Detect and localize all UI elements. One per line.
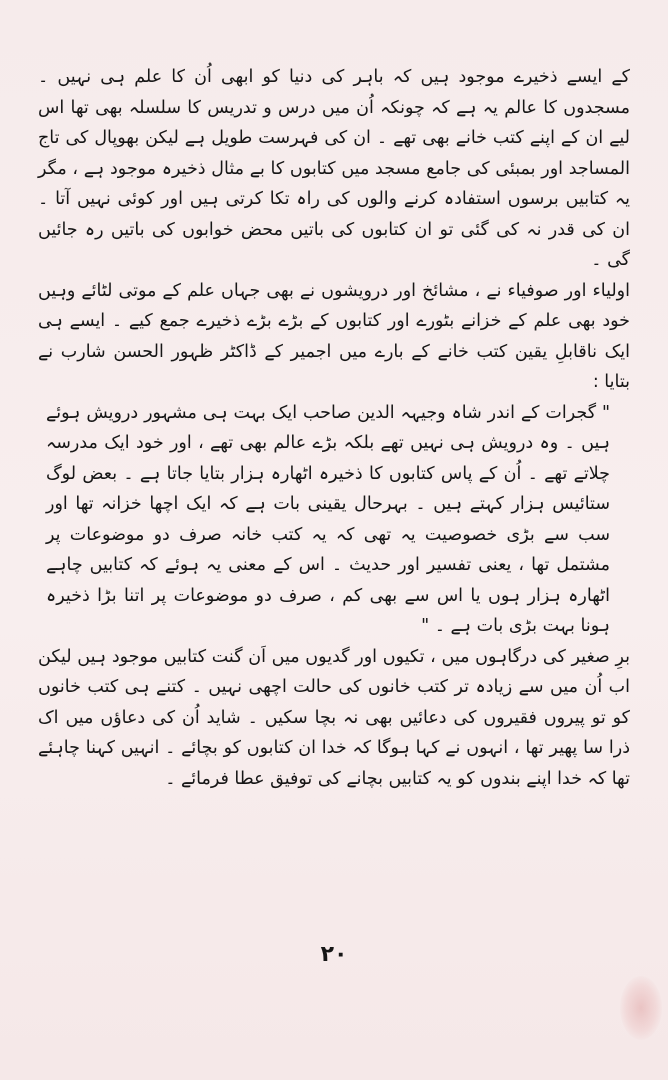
block-quote: " گجرات کے اندر شاہ وجیہہ الدین صاحب ایک بہت ہی مشہور درویش ہوئے ہیں ۔ وہ درویش ہی نہیں تھے بلکہ بڑے عالم بھی تھے ، اور خود ایک مدرسہ چلاتے تھے ۔ اُن کے پاس کتابوں کا ذخیرہ اٹھارہ ہزار بتایا جاتا ہے ۔ بعض لوگ ستائیس ہزار کہتے ہیں ۔ بہرحال یقینی بات ہے کہ ایک اچھا خزانہ تھا اور سب سے بڑی خصوصیت یہ تھی کہ یہ کتب خانہ صرف دو موضوعات پر مشتمل تھا ، یعنی تفسیر اور حدیث ۔ اس کے معنی یہ ہوئے کہ کتابیں چاہے اٹھارہ ہزار ہوں یا اس سے بھی کم ، صرف دو موضوعات پر اتنا بڑا ذخیرہ ہونا بہت بڑی بات ہے ۔ " — [46, 402, 610, 636]
paragraph-3: برِ صغیر کی درگاہوں میں ، تکیوں اور گدیوں میں اَن گنت کتابیں موجود ہیں لیکن اب اُن میں سے زیادہ تر کتب خانوں کی حالت اچھی نہیں ۔ کتنے ہی کتب خانوں کو تو پیروں فقیروں کی دعائیں بھی نہ بچا سکیں ۔ شاید اُن کی دعاؤں میں اک ذرا سا پھیر تھا ، انہوں نے کہا ہوگا کہ خدا ان کتابوں کو بچائے ۔ انہیں کہنا چاہئے تھا کہ خدا اپنے بندوں کو یہ کتابیں بچانے کی توفیق عطا فرمائے ۔ — [38, 646, 630, 789]
body-text — [38, 62, 630, 794]
page-number: ۲۰ — [320, 942, 348, 967]
page-stain — [620, 976, 662, 1040]
paragraph-1: کے ایسے ذخیرے موجود ہیں کہ باہر کی دنیا کو ابھی اُن کا علم ہی نہیں ۔ مسجدوں کا عالم یہ ہے کہ چونکہ اُن میں درس و تدریس کا سلسلہ بھی تھا اس لیے ان کے اپنے کتب خانے بھی تھے ۔ ان کی فہرست طویل ہے لیکن بھوپال کی تاج المساجد اور بمبئی کی جامع مسجد میں کتابوں کا بے مثال ذخیرہ موجود ہے ، مگر یہ کتابیں برسوں استفادہ کرنے والوں کی راہ تکا کرتی ہیں اور کوئی نہیں آتا ۔ ان کی قدر نہ کی گئی تو ان کتابوں کی باتیں محض خوابوں کی باتیں رہ جائیں گی ۔ — [38, 67, 630, 270]
paragraph-2: اولیاء اور صوفیاء نے ، مشائخ اور درویشوں نے بھی جہاں علم کے موتی لٹائے وہیں خود بھی علم کے خزانے بٹورے اور کتابوں کے بڑے بڑے ذخیرے جمع کیے ۔ ایسے ہی ایک ناقابلِ یقین کتب خانے کے بارے میں اجمیر کے ڈاکٹر ظہور الحسن شارب نے بتایا : — [38, 280, 630, 392]
